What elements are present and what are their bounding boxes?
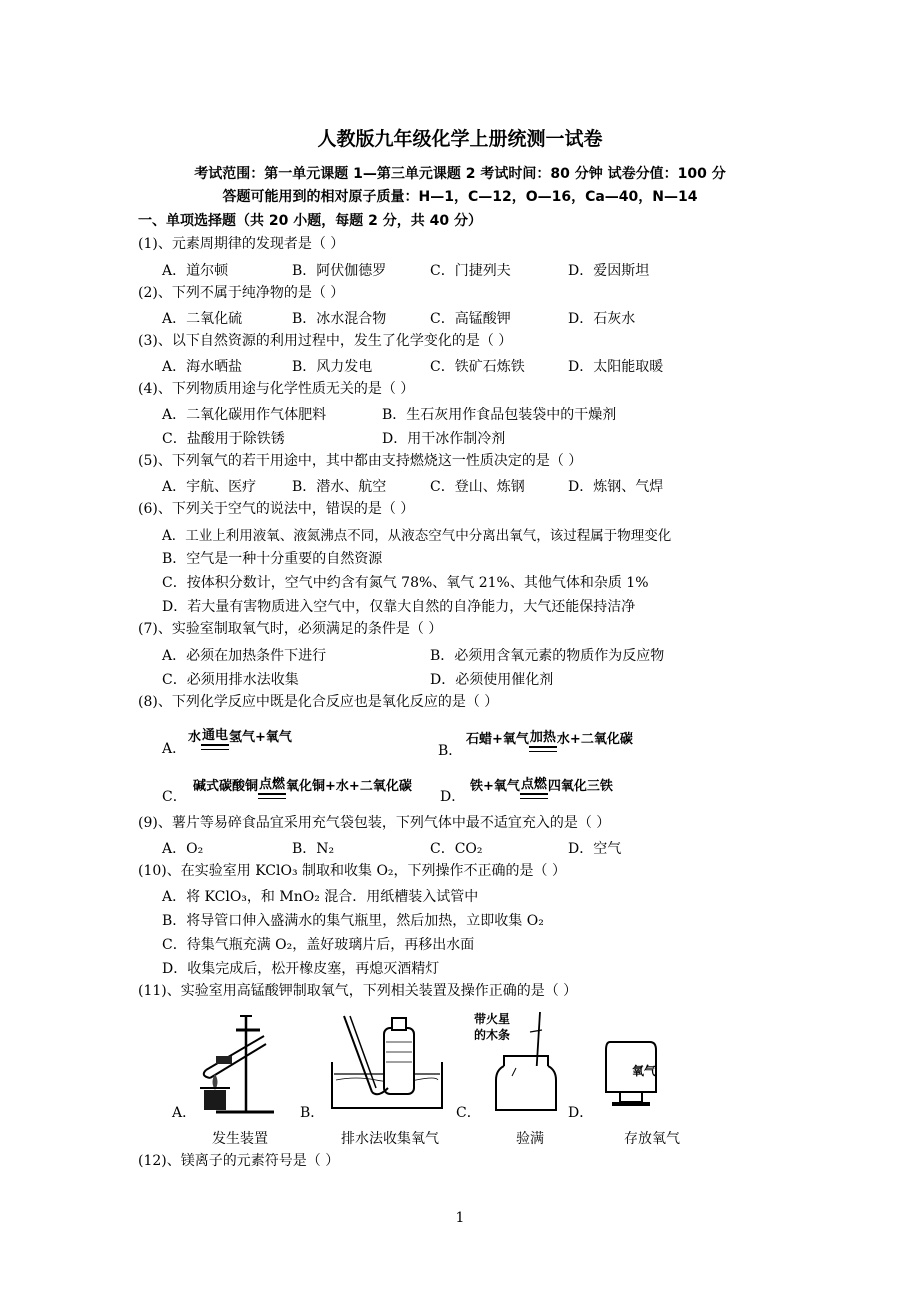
question-9-stem: (9)、薯片等易碎食品宜采用充气袋包装，下列气体中最不适宜充入的是（ ） [138,815,611,831]
question-8-option-d-label: D． [440,789,466,805]
question-11-caption-a: 发生装置 [212,1131,268,1147]
question-1-stem: (1)、元素周期律的发现者是（ ） [138,236,345,252]
question-10-stem: (10)、在实验室用 KClO₃ 制取和收集 O₂，下列操作不正确的是（ ） [138,863,566,879]
question-7-option-d: D．必须使用催化剂 [430,672,554,688]
question-10-option-c: C．待集气瓶充满 O₂，盖好玻璃片后，再移出水面 [162,937,475,953]
page-number: 1 [455,1210,465,1226]
question-11-figure-c-label-1: 带火星 [474,1012,511,1026]
question-10-option-b: B．将导管口伸入盛满水的集气瓶里，然后加热，立即收集 O₂ [162,913,544,929]
question-4-option-c: C．盐酸用于除铁锈 [162,431,285,447]
question-5-option-d: D．炼钢、气焊 [568,479,664,495]
question-4-option-d: D．用干冰作制冷剂 [382,431,506,447]
question-11-caption-c: 验满 [516,1131,544,1147]
question-11-option-b-label: B． [300,1105,325,1121]
question-12-stem: (12)、镁离子的元素符号是（ ） [138,1153,340,1169]
question-8-option-a-equation: 水通电氢气+氧气 [188,728,292,745]
question-9-option-b: B．N₂ [292,841,335,857]
question-7-stem: (7)、实验室制取氧气时，必须满足的条件是（ ） [138,621,443,637]
question-10-option-d: D．收集完成后，松开橡皮塞，再熄灭酒精灯 [162,961,440,977]
question-8-option-d-equation: 铁+氧气点燃四氧化三铁 [470,777,613,794]
question-6-stem: (6)、下列关于空气的说法中，错误的是（ ） [138,501,415,517]
question-7-option-b: B．必须用含氧元素的物质作为反应物 [430,648,665,664]
question-5-option-a: A．宇航、医疗 [162,479,257,495]
question-11-option-c-label: C． [456,1105,481,1121]
question-4-option-b: B．生石灰用作食品包装袋中的干燥剂 [382,407,617,423]
atomic-mass-line: 答题可能用到的相对原子质量：H—1，C—12，O—16，Ca—40，N—14 [222,189,698,205]
generation-apparatus-figure [196,1008,296,1118]
question-5-option-c: C．登山、炼钢 [430,479,525,495]
question-4-option-a: A．二氧化碳用作气体肥料 [162,407,327,423]
question-1-option-c: C．门捷列夫 [430,263,511,279]
question-6-option-a: A．工业上利用液氧、液氮沸点不同，从液态空气中分离出氧气，该过程属于物理变化 [162,528,672,544]
question-8-stem: (8)、下列化学反应中既是化合反应也是氧化反应的是（ ） [138,694,499,710]
check-full-figure [486,1010,566,1114]
question-6-option-d: D．若大量有害物质进入空气中，仅靠大自然的自净能力，大气还能保持洁净 [162,599,636,615]
question-11-figure-d-label: 氧气 [632,1064,657,1078]
question-2-option-d: D．石灰水 [568,311,636,327]
question-5-stem: (5)、下列氧气的若干用途中，其中都由支持燃烧这一性质决定的是（ ） [138,453,583,469]
question-2-option-a: A．二氧化硫 [162,311,243,327]
question-11-caption-d: 存放氧气 [624,1131,680,1147]
question-3-option-d: D．太阳能取暖 [568,359,664,375]
question-11-stem: (11)、实验室用高锰酸钾制取氧气，下列相关装置及操作正确的是（ ） [138,983,578,999]
question-6-option-c: C．按体积分数计，空气中约含有氮气 78%、氧气 21%、其他气体和杂质 1% [162,575,649,591]
question-11-option-a-label: A． [172,1105,197,1121]
question-3-option-a: A．海水晒盐 [162,359,243,375]
question-11-figure-c-label-2: 的木条 [474,1028,511,1042]
question-5-option-b: B．潜水、航空 [292,479,387,495]
question-8-option-c-label: C． [162,789,187,805]
question-8-option-b-label: B． [438,743,463,759]
question-8-option-b-equation: 石蜡+氧气加热水+二氧化碳 [466,730,633,747]
exam-title: 人教版九年级化学上册统测一试卷 [317,128,603,150]
question-3-stem: (3)、以下自然资源的利用过程中，发生了化学变化的是（ ） [138,333,513,349]
exam-info-line: 考试范围：第一单元课题 1—第三单元课题 2 考试时间：80 分钟 试卷分值：100 分 [194,166,726,182]
question-9-option-a: A．O₂ [162,841,204,857]
question-7-option-c: C．必须用排水法收集 [162,672,299,688]
question-1-option-d: D．爱因斯坦 [568,263,650,279]
question-1-option-b: B．阿伏伽德罗 [292,263,387,279]
section-heading: 一、单项选择题（共 20 小题，每题 2 分，共 40 分） [138,213,482,229]
question-1-option-a: A．道尔顿 [162,263,229,279]
question-6-option-b: B．空气是一种十分重要的自然资源 [162,551,383,567]
question-4-stem: (4)、下列物质用途与化学性质无关的是（ ） [138,381,415,397]
question-11-caption-b: 排水法收集氧气 [341,1131,439,1147]
question-2-stem: (2)、下列不属于纯净物的是（ ） [138,285,345,301]
question-9-option-d: D．空气 [568,841,622,857]
question-8-option-a-label: A． [162,741,187,757]
question-10-option-a: A．将 KClO₃，和 MnO₂ 混合．用纸槽装入试管中 [162,889,479,905]
question-3-option-c: C．铁矿石炼铁 [430,359,525,375]
question-3-option-b: B．风力发电 [292,359,373,375]
question-9-option-c: C．CO₂ [430,841,483,857]
question-8-option-c-equation: 碱式碳酸铜点燃氧化铜+水+二氧化碳 [193,777,412,794]
question-11-option-d-label: D． [568,1105,594,1121]
question-2-option-c: C．高锰酸钾 [430,311,511,327]
question-7-option-a: A．必须在加热条件下进行 [162,648,327,664]
question-2-option-b: B．冰水混合物 [292,311,387,327]
water-displacement-figure [326,1012,446,1112]
